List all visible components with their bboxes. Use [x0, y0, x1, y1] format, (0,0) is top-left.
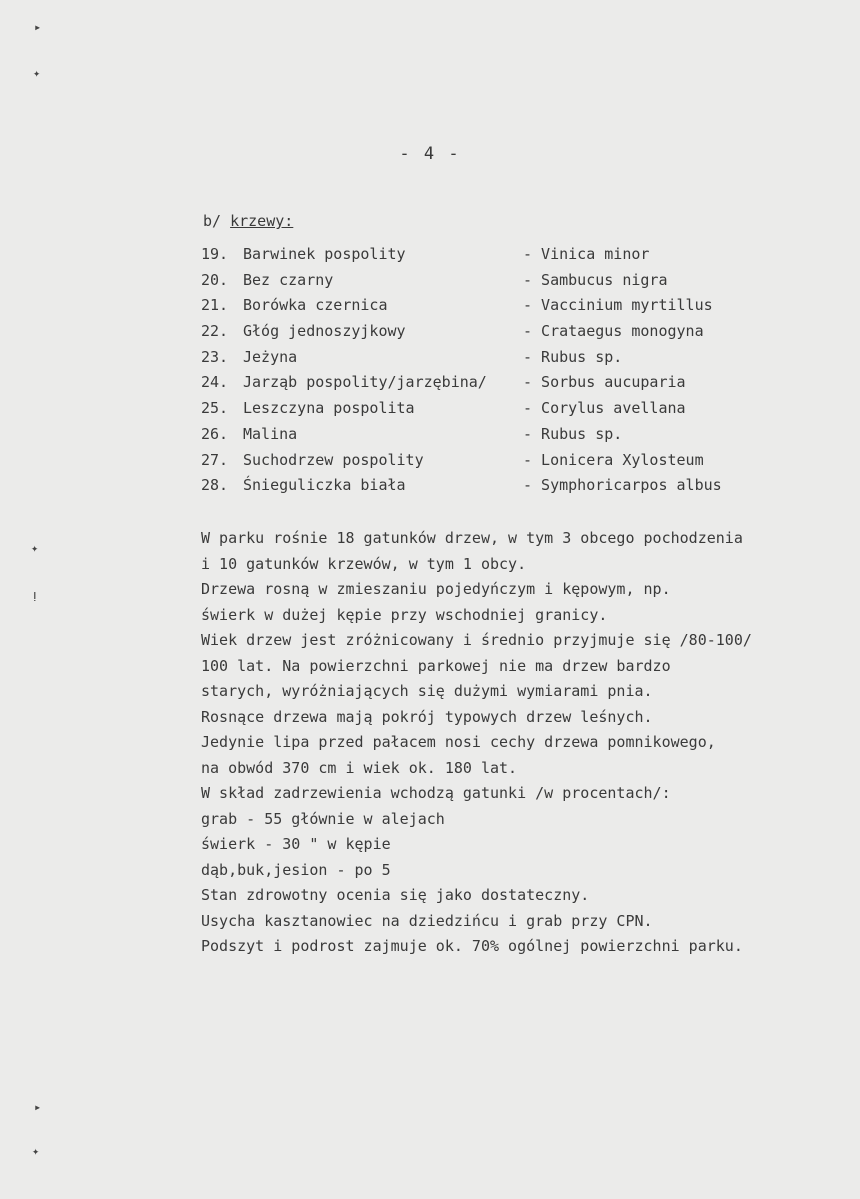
- item-polish-name: Jarząb pospolity/jarzębina/: [243, 373, 487, 392]
- item-latin-name: - Rubus sp.: [523, 347, 623, 366]
- item-latin-name: - Corylus avellana: [523, 399, 686, 418]
- list-item: [201, 296, 801, 322]
- item-number: 22.: [201, 322, 229, 341]
- text-line: Wiek drzew jest zróżnicowany i średnio przyjmuje się /80-100/: [201, 631, 752, 649]
- text-line: dąb,buk,jesion - po 5: [201, 860, 391, 879]
- item-polish-name: Śnieguliczka biała: [243, 476, 406, 495]
- list-item: [201, 348, 801, 374]
- item-latin-name: - Sorbus aucuparia: [523, 373, 686, 392]
- text-line: starych, wyróżniających się dużymi wymiarami pnia.: [201, 682, 653, 700]
- list-item: [201, 271, 801, 297]
- text-line: Rosnące drzewa mają pokrój typowych drzew leśnych.: [201, 707, 653, 726]
- list-item: [201, 399, 801, 425]
- margin-mark: ▸: [34, 20, 42, 34]
- item-polish-name: Malina: [243, 424, 298, 443]
- text-line: na obwód 370 cm i wiek ok. 180 lat.: [201, 758, 518, 777]
- margin-mark: ✦: [32, 1144, 40, 1158]
- margin-mark: ⵑ: [33, 590, 37, 604]
- item-number: 21.: [201, 296, 229, 315]
- item-polish-name: Głóg jednoszyjkowy: [243, 322, 406, 341]
- item-latin-name: - Vinica minor: [523, 245, 650, 263]
- list-item: [201, 373, 801, 399]
- page-number: - 4 -: [399, 144, 461, 164]
- item-latin-name: - Lonicera Xylosteum: [523, 450, 704, 469]
- item-latin-name: - Symphoricarpos albus: [523, 476, 722, 495]
- item-number: 27.: [201, 450, 229, 469]
- text-line: Drzewa rosną w zmieszaniu pojedyńczym i kępowym, np.: [201, 580, 671, 598]
- item-latin-name: - Vaccinium myrtillus: [523, 296, 713, 315]
- text-line: W skład zadrzewienia wchodzą gatunki /w procentach/:: [201, 784, 671, 802]
- item-number: 25.: [201, 399, 229, 418]
- item-polish-name: Borówka czernica: [243, 296, 388, 315]
- text-line: 100 lat. Na powierzchni parkowej nie ma drzew bardzo: [201, 656, 671, 675]
- text-line: Stan zdrowotny ocenia się jako dostateczny.: [201, 886, 590, 904]
- margin-mark: ▸: [34, 1100, 42, 1114]
- item-polish-name: Barwinek pospolity: [243, 245, 406, 263]
- item-number: 28.: [201, 476, 229, 495]
- shrub-list: [201, 245, 801, 502]
- section-prefix: b/: [203, 212, 231, 230]
- list-item: [201, 476, 801, 502]
- list-item: [201, 451, 801, 477]
- section-title: krzewy:: [230, 212, 294, 230]
- text-line: W parku rośnie 18 gatunków drzew, w tym 3 obcego pochodzenia: [201, 529, 743, 547]
- item-polish-name: Jeżyna: [243, 347, 298, 366]
- item-latin-name: - Sambucus nigra: [523, 270, 668, 289]
- text-line: i 10 gatunków krzewów, w tym 1 obcy.: [201, 554, 527, 573]
- item-latin-name: - Crataegus monogyna: [523, 322, 704, 341]
- text-line: Usycha kasztanowiec na dziedzińcu i grab przy CPN.: [201, 911, 653, 930]
- item-number: 23.: [201, 347, 229, 366]
- text-line: świerk w dużej kępie przy wschodniej granicy.: [201, 605, 608, 624]
- text-line: świerk - 30 " w kępie: [201, 835, 391, 853]
- text-line: Podszyt i podrost zajmuje ok. 70% ogólnej powierzchni parku.: [201, 937, 743, 955]
- item-number: 26.: [201, 424, 229, 443]
- margin-mark: ✦: [33, 66, 41, 80]
- item-number: 20.: [201, 270, 229, 289]
- item-latin-name: - Rubus sp.: [523, 424, 623, 443]
- list-item: [201, 322, 801, 348]
- item-polish-name: Suchodrzew pospolity: [243, 450, 424, 469]
- section-heading: [203, 212, 293, 230]
- item-number: 19.: [201, 245, 229, 263]
- text-line: grab - 55 głównie w alejach: [201, 809, 445, 828]
- body-text: [201, 529, 841, 963]
- list-item: [201, 245, 801, 271]
- margin-mark: ✦: [31, 541, 39, 555]
- item-polish-name: Bez czarny: [243, 270, 334, 289]
- list-item: [201, 425, 801, 451]
- item-polish-name: Leszczyna pospolita: [243, 399, 415, 418]
- text-line: Jedynie lipa przed pałacem nosi cechy drzewa pomnikowego,: [201, 733, 716, 751]
- item-number: 24.: [201, 373, 229, 392]
